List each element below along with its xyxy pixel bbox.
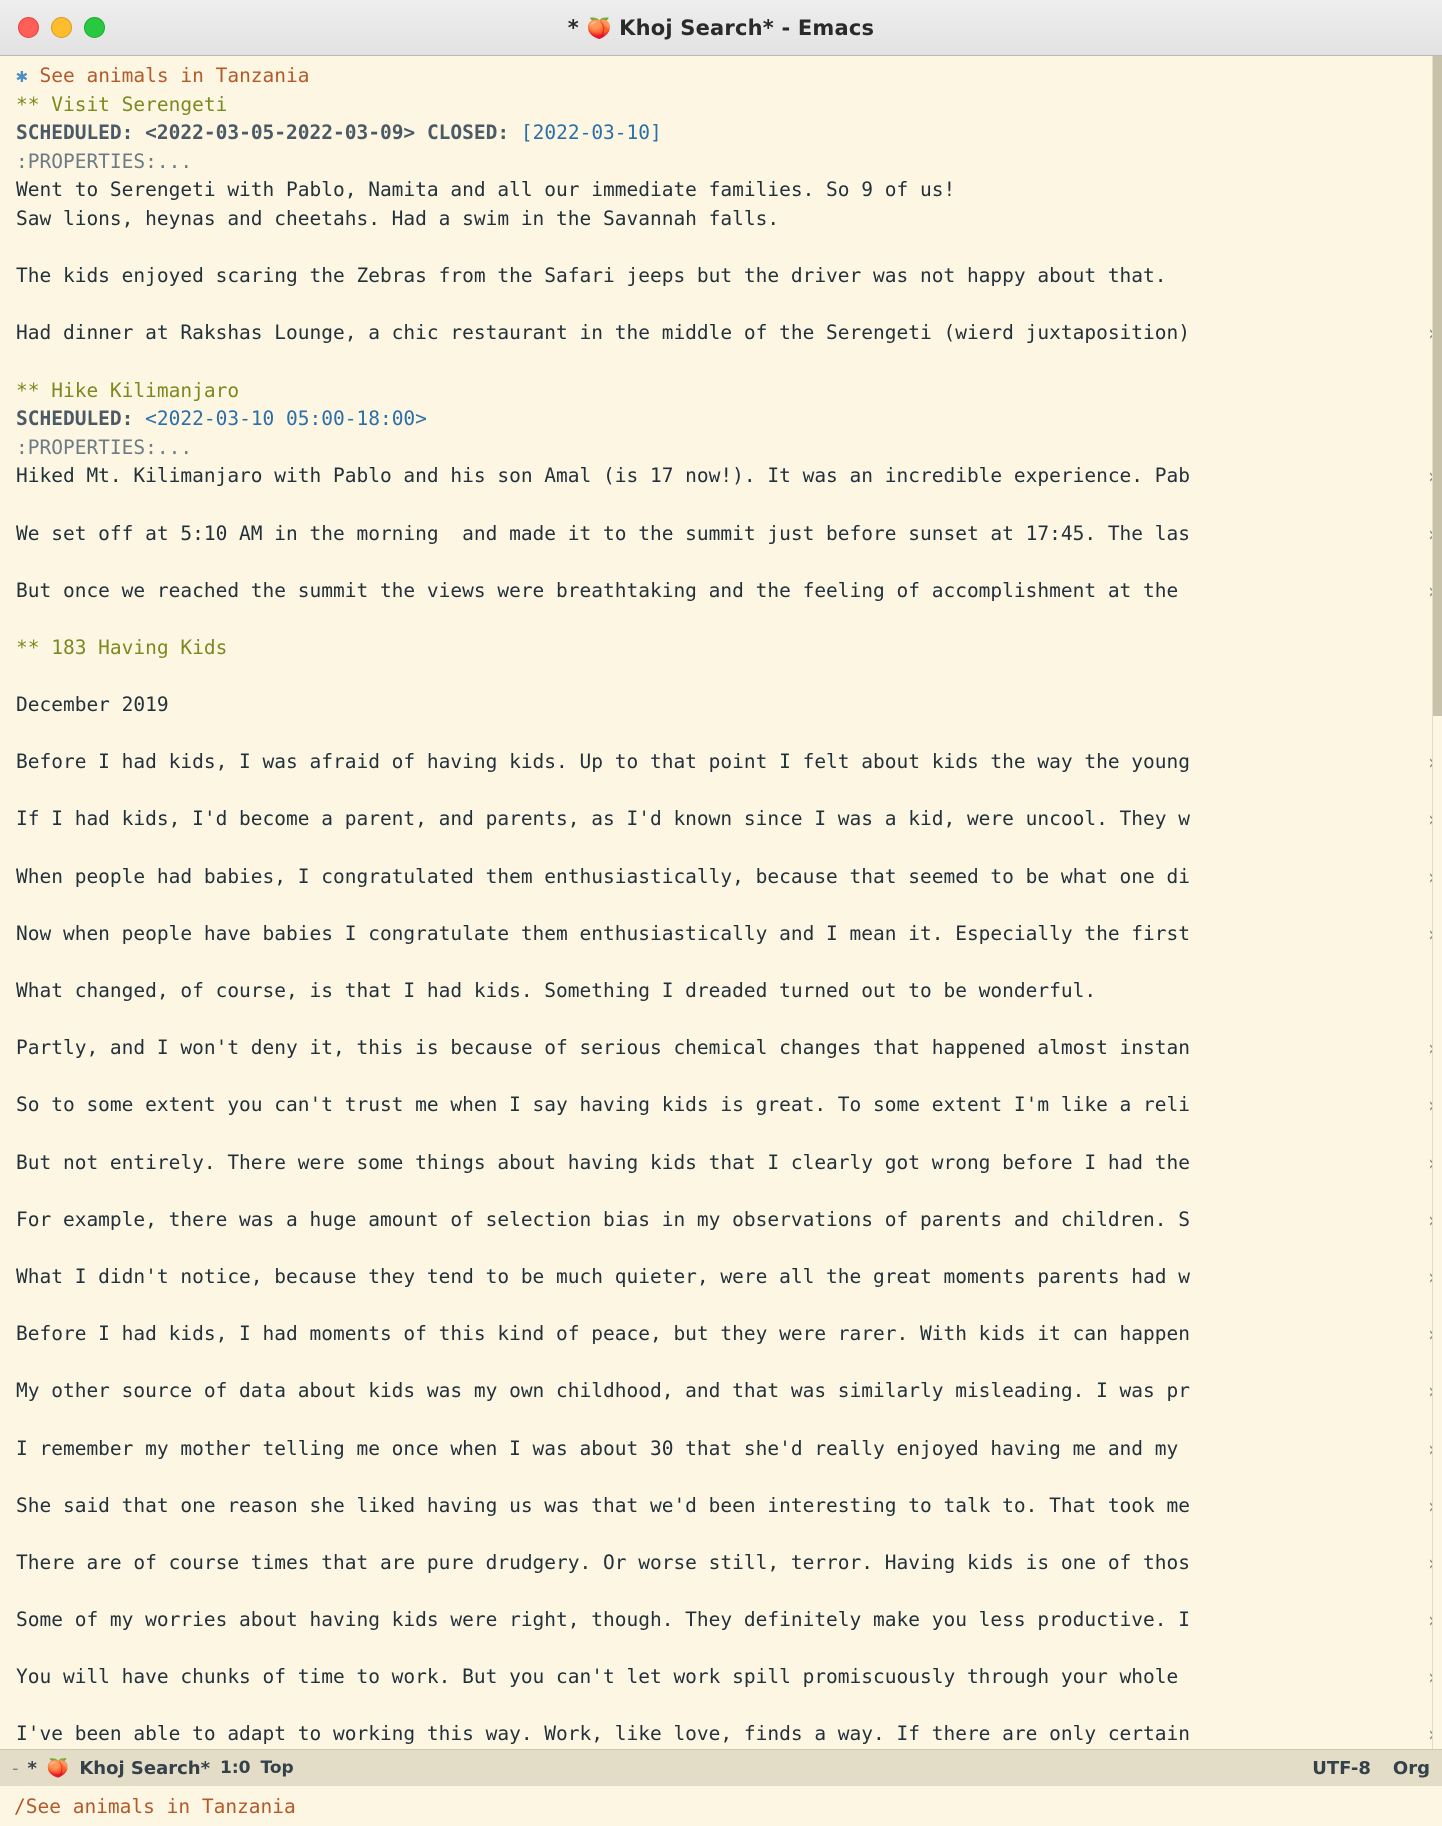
buffer-line[interactable] [0,1349,1442,1378]
buffer-line-text: There are of course times that are pure drudgery. Or worse still, terror. Having kids is one of thos [16,1550,1190,1574]
vertical-scrollbar[interactable] [1432,56,1442,1749]
mode-line-buffer-prefix: * [27,1757,37,1779]
buffer-line-text: So to some extent you can't trust me when I say having kids is great. To some extent I'm like a reli [16,1093,1190,1117]
buffer-line[interactable] [0,1577,1442,1606]
buffer-line[interactable] [0,777,1442,806]
buffer-line[interactable] [0,1091,1442,1120]
buffer-line[interactable] [0,548,1442,577]
org-heading-2: Visit Serengeti [39,92,228,116]
org-bullet-icon: ** [16,92,40,116]
org-heading-1: See animals in Tanzania [27,64,310,87]
buffer-line[interactable] [0,462,1442,491]
buffer-line-text: Had dinner at Rakshas Lounge, a chic restaurant in the middle of the Serengeti (wierd juxtaposition) [16,321,1190,345]
buffer-line-text: December 2019 [16,693,169,717]
buffer-line-text: Saw lions, heynas and cheetahs. Had a swim in the Savannah falls. [16,206,780,230]
buffer-line[interactable] [0,1492,1442,1521]
buffer-line[interactable] [0,205,1442,234]
text-buffer[interactable] [0,56,1442,1749]
buffer-line-text: But not entirely. There were some things about having kids that I clearly got wrong before I had the [16,1150,1190,1174]
org-bullet-icon: ✱ [16,64,28,87]
minimize-icon[interactable] [51,17,72,38]
buffer-line-text: We set off at 5:10 AM in the morning and made it to the summit just before sunset at 17:45. The las [16,521,1190,545]
title-bar[interactable] [0,0,1442,56]
buffer-line[interactable] [0,176,1442,205]
org-scheduled-timestamp[interactable]: <2022-03-05-2022-03-09> [145,121,416,145]
buffer-line[interactable] [0,863,1442,892]
window-title-prefix: * [567,15,587,40]
buffer-line[interactable] [0,1720,1442,1749]
buffer-line-text: She said that one reason she liked having us was that we'd been interesting to talk to. That took me [16,1493,1190,1517]
buffer-line[interactable] [0,234,1442,263]
buffer-line[interactable] [0,1663,1442,1692]
mode-line-right [1312,1758,1430,1779]
buffer-line[interactable] [0,1006,1442,1035]
close-icon[interactable] [18,17,39,38]
buffer-line[interactable] [0,1206,1442,1235]
buffer-line[interactable] [0,834,1442,863]
buffer-line[interactable] [0,377,1442,406]
org-heading-2: Hike Kilimanjaro [39,378,240,402]
buffer-line[interactable] [0,291,1442,320]
buffer-line[interactable] [0,920,1442,949]
buffer-line[interactable] [0,891,1442,920]
org-heading-2: 183 Having Kids [39,635,228,659]
buffer-line-text: You will have chunks of time to work. But you can't let work spill promiscuously through your whole [16,1665,1190,1689]
mode-line-left [12,1758,294,1779]
minibuffer-text: /See animals in Tanzania [14,1794,296,1818]
buffer-line[interactable] [0,1149,1442,1178]
buffer-line[interactable] [0,434,1442,463]
buffer-line[interactable] [0,948,1442,977]
window-title [0,16,1442,40]
buffer-line-with-cursor[interactable] [0,62,1442,91]
buffer-line-text: Now when people have babies I congratulate them enthusiastically and I mean it. Especially the first [16,921,1190,945]
buffer-line[interactable] [0,805,1442,834]
buffer-lines[interactable] [0,62,1442,1749]
buffer-line[interactable] [0,1520,1442,1549]
window-title-text: Khoj Search* - Emacs [619,15,875,40]
buffer-line-text: Before I had kids, I was afraid of having kids. Up to that point I felt about kids the way the young [16,750,1190,774]
buffer-line-text: But once we reached the summit the views were breathtaking and the feeling of accomplishment at the [16,578,1190,602]
buffer-line[interactable] [0,1463,1442,1492]
buffer-line[interactable] [0,605,1442,634]
mode-line-dashes: - [12,1757,18,1779]
buffer-line[interactable] [0,977,1442,1006]
buffer-line-text: I remember my mother telling me once when I was about 30 that she'd really enjoyed having me and my [16,1436,1190,1460]
mode-line-coding: UTF-8 [1312,1757,1371,1779]
buffer-line[interactable] [0,91,1442,120]
buffer-line[interactable] [0,319,1442,348]
buffer-line[interactable] [0,491,1442,520]
buffer-line-text: What I didn't notice, because they tend to be much quieter, were all the great moments parents had w [16,1264,1190,1288]
buffer-line[interactable] [0,720,1442,749]
buffer-line-text: What changed, of course, is that I had kids. Something I dreaded turned out to be wonderful. [16,979,1097,1002]
khoj-emoji-modeline-icon: 🍑 [46,1757,70,1779]
org-closed-keyword: CLOSED: [426,121,510,145]
window-controls[interactable] [0,17,105,38]
buffer-line-text: When people had babies, I congratulated them enthusiastically, because that seemed to be what one di [16,864,1190,888]
org-scheduled-keyword: SCHEDULED: [16,407,134,431]
org-scheduled-timestamp[interactable]: <2022-03-10 05:00-18:00> [145,407,427,431]
khoj-emoji-icon: 🍑 [586,15,612,40]
buffer-line[interactable] [0,262,1442,291]
buffer-line[interactable] [0,748,1442,777]
buffer-line-text: If I had kids, I'd become a parent, and parents, as I'd known since I was a kid, were uncool. They w [16,807,1190,831]
buffer-line-text: Partly, and I won't deny it, this is because of serious chemical changes that happened almost instan [16,1036,1190,1060]
org-scheduled-keyword: SCHEDULED: [16,121,134,145]
buffer-line-text: Hiked Mt. Kilimanjaro with Pablo and his son Amal (is 17 now!). It was an incredible experience. Pab [16,464,1190,488]
buffer-line[interactable] [0,119,1442,148]
buffer-line[interactable] [0,148,1442,177]
buffer-line-text: Went to Serengeti with Pablo, Namita and all our immediate families. So 9 of us! [16,178,956,202]
buffer-line[interactable] [0,691,1442,720]
mode-line-scroll-state: Top [260,1758,294,1779]
org-closed-timestamp[interactable]: [2022-03-10] [520,121,662,145]
buffer-line[interactable] [0,1435,1442,1464]
org-bullet-icon: ** [16,635,40,659]
buffer-line[interactable] [0,348,1442,377]
buffer-line[interactable] [0,1549,1442,1578]
org-properties-drawer[interactable]: :PROPERTIES:... [16,149,193,173]
scrollbar-thumb[interactable] [1433,56,1442,716]
buffer-line-text: I've been able to adapt to working this way. Work, like love, finds a way. If there are only certain [16,1722,1190,1746]
mode-line-position: 1:0 [220,1758,251,1779]
buffer-line[interactable] [0,1606,1442,1635]
buffer-line[interactable] [0,1635,1442,1664]
buffer-line-text: The kids enjoyed scaring the Zebras from the Safari jeeps but the driver was not happy about that. [16,264,1167,288]
buffer-line-text: My other source of data about kids was my own childhood, and that was similarly misleading. I was pr [16,1379,1190,1403]
minibuffer[interactable] [0,1786,1442,1826]
buffer-line[interactable] [0,1063,1442,1092]
window-title-main [612,16,620,40]
buffer-line[interactable] [0,1320,1442,1349]
org-properties-drawer[interactable]: :PROPERTIES:... [16,435,193,459]
buffer-line-text: For example, there was a huge amount of selection bias in my observations of parents and children. S [16,1207,1190,1231]
buffer-line-text: Before I had kids, I had moments of this kind of peace, but they were rarer. With kids it can happen [16,1322,1190,1346]
buffer-line[interactable] [0,1034,1442,1063]
buffer-line[interactable] [0,405,1442,434]
buffer-line[interactable] [0,662,1442,691]
buffer-line[interactable] [0,1377,1442,1406]
org-bullet-icon: ** [16,378,40,402]
buffer-line[interactable] [0,577,1442,606]
mode-line-buffer-name[interactable]: Khoj Search* [79,1757,211,1779]
buffer-line[interactable] [0,1292,1442,1321]
buffer-line[interactable] [0,1234,1442,1263]
mode-line [0,1749,1442,1786]
zoom-icon[interactable] [84,17,105,38]
buffer-line[interactable] [0,520,1442,549]
mode-line-major-mode: Org [1392,1757,1430,1779]
buffer-line[interactable] [0,1177,1442,1206]
buffer-line[interactable] [0,1406,1442,1435]
buffer-line[interactable] [0,1120,1442,1149]
buffer-line[interactable] [0,634,1442,663]
buffer-line[interactable] [0,1692,1442,1721]
buffer-line[interactable] [0,1263,1442,1292]
buffer-line-text: Some of my worries about having kids were right, though. They definitely make you less productive. I [16,1608,1190,1632]
